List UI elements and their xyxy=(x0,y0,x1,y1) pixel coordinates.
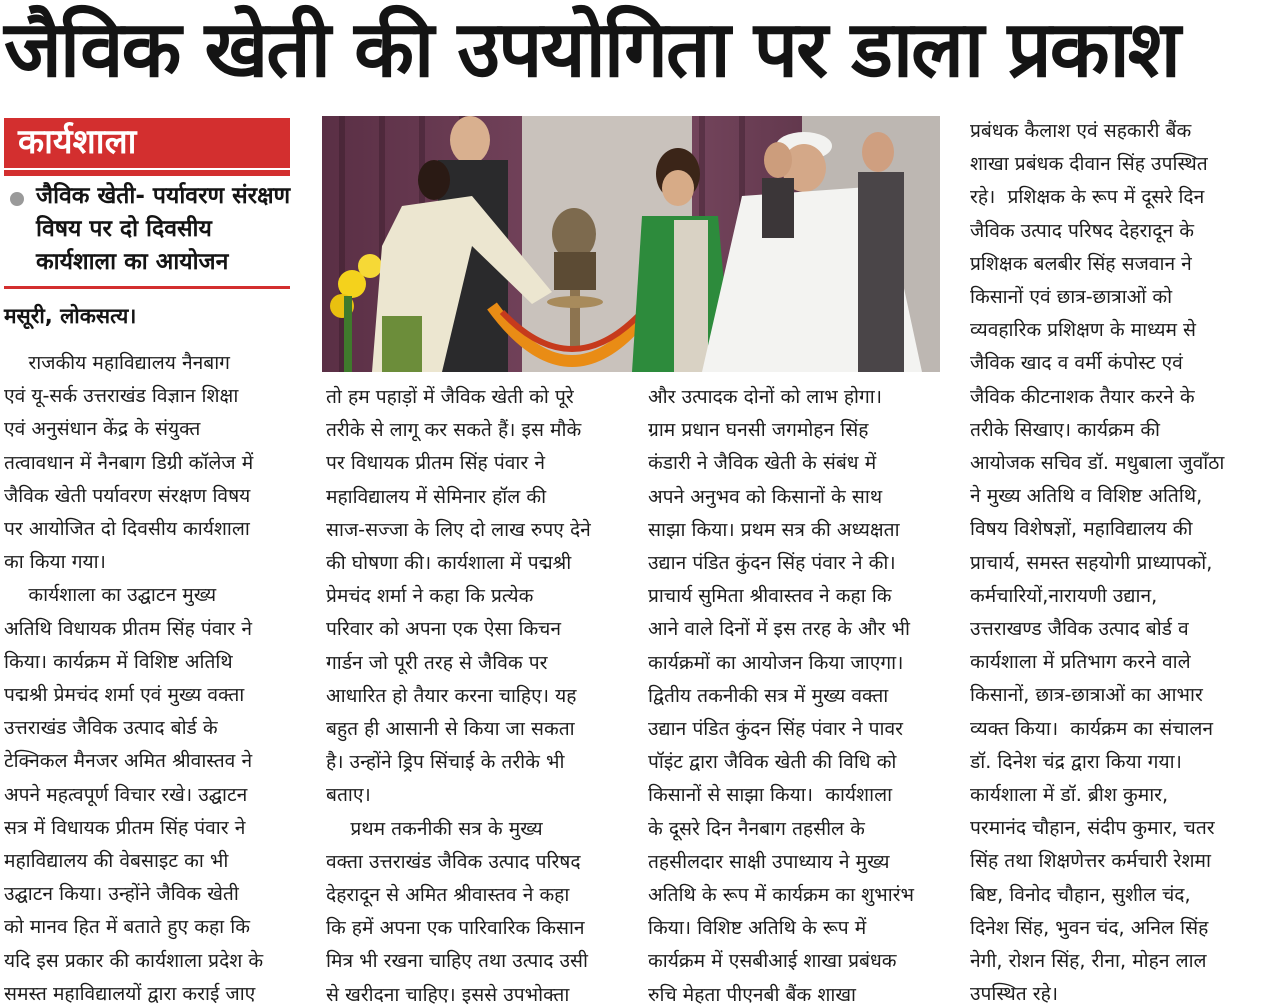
article-line: शाखा प्रबंधक दीवान सिंह उपस्थित xyxy=(970,152,1208,176)
article-line: अपने महत्वपूर्ण विचार रखे। उद्घाटन xyxy=(4,782,248,806)
article-line: किसानों से साझा किया। कार्यशाला xyxy=(648,783,893,807)
article-line: से खरीदना चाहिए। इससे उपभोक्ता xyxy=(326,982,570,1006)
article-line: अतिथि विधायक प्रीतम सिंह पंवार ने xyxy=(4,616,253,640)
headline: जैविक खेती की उपयोगिता पर डाला प्रकाश xyxy=(4,5,1179,95)
article-line: किया। कार्यक्रम में विशिष्ट अतिथि xyxy=(4,649,233,673)
subheadline: जैविक खेती- पर्यावरण संरक्षण विषय पर दो दिवसीय कार्यशाला का आयोजन xyxy=(36,183,291,275)
article-line: सत्र में विधायक प्रीतम सिंह पंवार ने xyxy=(4,815,246,839)
article-line: वक्ता उत्तराखंड जैविक उत्पाद परिषद xyxy=(326,849,581,873)
section-divider xyxy=(4,170,290,176)
article-line: उत्तराखंड जैविक उत्पाद बोर्ड के xyxy=(4,716,218,740)
article-line: कार्यशाला में प्रतिभाग करने वाले xyxy=(970,650,1191,674)
article-line: की घोषणा की। कार्यशाला में पद्मश्री xyxy=(326,551,572,575)
subhead-divider xyxy=(4,286,290,289)
article-line: उपस्थित रहे। xyxy=(970,982,1059,1006)
article-line: ने मुख्य अतिथि व विशिष्ट अतिथि, xyxy=(970,484,1203,508)
article-line: अतिथि के रूप में कार्यक्रम का शुभारंभ xyxy=(648,883,915,907)
article-line: द्वितीय तकनीकी सत्र में मुख्य वक्ता xyxy=(648,683,889,707)
article-line: एवं यू-सर्क उत्तराखंड विज्ञान शिक्षा xyxy=(4,384,239,408)
section-label: कार्यशाला xyxy=(18,122,137,162)
article-line: तरीके से लागू कर सकते हैं। इस मौके xyxy=(326,418,582,442)
article-line: का किया गया। xyxy=(4,550,106,574)
article-line: आयोजक सचिव डॉ. मधुबाला जुवाँठा xyxy=(970,451,1225,475)
article-line: एवं अनुसंधान केंद्र के संयुक्त xyxy=(4,417,201,441)
article-line: प्राचार्य, समस्त सहयोगी प्राध्यापकों, xyxy=(970,550,1213,574)
article-line: कर्मचारियों,नारायणी उद्यान, xyxy=(970,583,1158,607)
article-line: प्राचार्य सुमिता श्रीवास्तव ने कहा कि xyxy=(648,584,892,608)
article-line: कार्यक्रमों का आयोजन किया जाएगा। xyxy=(648,650,904,674)
article-line: तरीके सिखाए। कार्यक्रम की xyxy=(970,417,1161,441)
article-line: बहुत ही आसानी से किया जा सकता xyxy=(326,717,575,741)
article-line: जैविक उत्पाद परिषद देहरादून के xyxy=(970,218,1194,242)
article-line: कंडारी ने जैविक खेती के संबंध में xyxy=(648,451,877,475)
article-line: बताए। xyxy=(326,783,371,807)
article-line: व्यक्त किया। कार्यक्रम का संचालन xyxy=(970,716,1214,740)
article-line: साज-सज्जा के लिए दो लाख रुपए देने xyxy=(326,517,591,541)
article-line: और उत्पादक दोनों को लाभ होगा। xyxy=(648,385,883,408)
article-line: कार्यक्रम में एसबीआई शाखा प्रबंधक xyxy=(648,949,897,973)
article-line: यदि इस प्रकार की कार्यशाला प्रदेश के xyxy=(4,948,264,972)
article-line: बिष्ट, विनोद चौहान, सुशील चंद, xyxy=(970,882,1191,906)
article-line: टेक्निकल मैनजर अमित श्रीवास्तव ने xyxy=(4,749,253,773)
article-line: उद्घाटन किया। उन्होंने जैविक खेती xyxy=(4,882,239,906)
article-line: डॉ. दिनेश चंद्र द्वारा किया गया। xyxy=(970,749,1182,773)
article-line: है। उन्होंने ड्रिप सिंचाई के तरीके भी xyxy=(326,750,565,774)
article-line: उद्यान पंडित कुंदन सिंह पंवार ने पावर xyxy=(648,717,904,741)
article-line: जैविक खेती पर्यावरण संरक्षण विषय xyxy=(4,483,251,507)
article-line: देहरादून से अमित श्रीवास्तव ने कहा xyxy=(326,883,570,907)
article-line: प्रेमचंद शर्मा ने कहा कि प्रत्येक xyxy=(326,584,534,608)
article-line: रहे। प्रशिक्षक के रूप में दूसरे दिन xyxy=(970,185,1205,209)
article-line: प्रथम तकनीकी सत्र के मुख्य xyxy=(326,816,543,840)
section-label-box xyxy=(4,118,296,168)
article-line: महाविद्यालय की वेबसाइट का भी xyxy=(4,849,229,873)
article-line: प्रबंधक कैलाश एवं सहकारी बैंक xyxy=(970,119,1192,142)
article-column-2 xyxy=(326,380,626,1007)
article-line: किसानों एवं छात्र-छात्राओं को xyxy=(970,285,1173,309)
article-line: पद्मश्री प्रेमचंद शर्मा एवं मुख्य वक्ता xyxy=(4,683,245,707)
news-photo xyxy=(322,116,940,372)
article-line: महाविद्यालय में सेमिनार हॉल की xyxy=(326,484,547,508)
article-line: उद्यान पंडित कुंदन सिंह पंवार ने की। xyxy=(648,551,896,575)
article-line: ग्राम प्रधान घनसी जगमोहन सिंह xyxy=(648,418,869,442)
article-line: नेगी, रोशन सिंह, रीना, मोहन लाल xyxy=(970,949,1207,973)
article-line: किसानों, छात्र-छात्राओं का आभार xyxy=(970,683,1203,707)
article-line: परमानंद चौहान, संदीप कुमार, चतर xyxy=(970,816,1215,840)
bullet-icon xyxy=(10,192,24,206)
article-line: समस्त महाविद्यालयों द्वारा कराई जाए xyxy=(4,981,256,1005)
article-line: पर विधायक प्रीतम सिंह पंवार ने xyxy=(326,451,545,475)
article-line: सिंह तथा शिक्षणेत्तर कर्मचारी रेशमा xyxy=(970,849,1211,873)
article-line: तत्वावधान में नैनबाग डिग्री कॉलेज में xyxy=(4,450,254,474)
article-line: मित्र भी रखना चाहिए तथा उत्पाद उसी xyxy=(326,949,588,973)
article-line: साझा किया। प्रथम सत्र की अध्यक्षता xyxy=(648,517,900,541)
article-line: अपने अनुभव को किसानों के साथ xyxy=(648,484,883,508)
article-line: दिनेश सिंह, भुवन चंद, अनिल सिंह xyxy=(970,915,1209,939)
article-line: व्यवहारिक प्रशिक्षण के माध्यम से xyxy=(970,318,1196,342)
article-line: उत्तराखण्ड जैविक उत्पाद बोर्ड व xyxy=(970,617,1189,641)
article-line: के दूसरे दिन नैनबाग तहसील के xyxy=(648,816,865,840)
article-column-3 xyxy=(648,380,948,1007)
article-line: तहसीलदार साक्षी उपाध्याय ने मुख्य xyxy=(648,849,890,873)
article-line: पॉइंट द्वारा जैविक खेती की विधि को xyxy=(648,750,897,774)
dateline: मसूरी, लोकसत्य। xyxy=(4,304,137,328)
article-line: रुचि मेहता पीएनबी बैंक शाखा xyxy=(648,982,857,1006)
article-line: राजकीय महाविद्यालय नैनबाग xyxy=(4,351,230,374)
article-line: कि हमें अपना एक पारिवारिक किसान xyxy=(326,916,585,940)
article-line: विषय विशेषज्ञों, महाविद्यालय की xyxy=(970,517,1193,541)
article-line: कार्यशाला का उद्घाटन मुख्य xyxy=(4,583,217,607)
article-column-4 xyxy=(970,114,1275,1007)
article-column-1 xyxy=(4,346,304,1007)
article-line: तो हम पहाड़ों में जैविक खेती को पूरे xyxy=(326,385,574,408)
article-line: किया। विशिष्ट अतिथि के रूप में xyxy=(648,916,867,940)
article-line: परिवार को अपना एक ऐसा किचन xyxy=(326,617,562,641)
article-line: जैविक कीटनाशक तैयार करने के xyxy=(970,384,1195,408)
article-line: को मानव हित में बताते हुए कहा कि xyxy=(4,915,250,939)
article-line: कार्यशाला में डॉ. ब्रीश कुमार, xyxy=(970,783,1169,807)
article-line: जैविक खाद व वर्मी कंपोस्ट एवं xyxy=(970,351,1183,375)
article-line: पर आयोजित दो दिवसीय कार्यशाला xyxy=(4,517,250,541)
article-line: गार्डन जो पूरी तरह से जैविक पर xyxy=(326,650,548,674)
article-line: आने वाले दिनों में इस तरह के और भी xyxy=(648,617,910,641)
article-line: प्रशिक्षक बलबीर सिंह सजवान ने xyxy=(970,251,1192,275)
article-line: आधारित हो तैयार करना चाहिए। यह xyxy=(326,683,577,707)
